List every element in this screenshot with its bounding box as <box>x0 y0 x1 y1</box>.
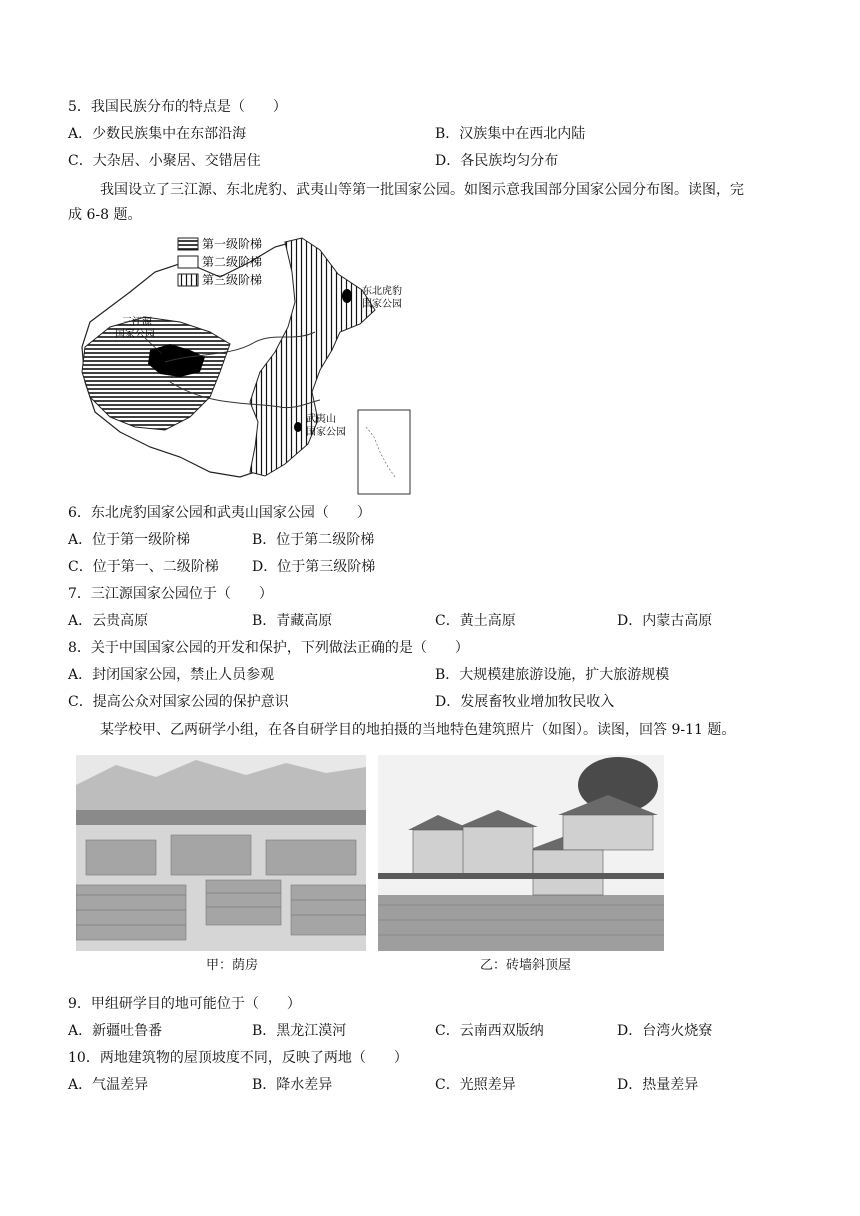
photo-yinfang-svg <box>76 755 366 951</box>
q10-stem: 10．两地建筑物的屋顶坡度不同，反映了两地（ ） <box>68 1050 408 1066</box>
q9-option-b[interactable]: B．黑龙江漠河 <box>252 1023 347 1039</box>
national-park-map <box>70 232 415 497</box>
q6-option-d[interactable]: D．位于第三级阶梯 <box>252 559 376 575</box>
q5-stem: 5．我国民族分布的特点是（ ） <box>68 99 287 115</box>
caption-brick-house: 乙：砖墙斜顶屋 <box>480 958 572 973</box>
q10-option-c[interactable]: C．光照差异 <box>435 1077 516 1093</box>
q5-option-c[interactable]: C．大杂居、小聚居、交错居住 <box>68 153 261 169</box>
label-wuyi-1: 武夷山 <box>306 414 336 425</box>
q7-option-a[interactable]: A．云贵高原 <box>68 613 149 629</box>
q10-option-a[interactable]: A．气温差异 <box>68 1077 149 1093</box>
q7-option-d[interactable]: D．内蒙古高原 <box>617 613 713 629</box>
q9-option-c[interactable]: C．云南西双版纳 <box>435 1023 544 1039</box>
q8-option-b[interactable]: B．大规模建旅游设施，扩大旅游规模 <box>435 667 670 683</box>
photo-brick-house-svg <box>378 755 664 951</box>
south-sea-inset <box>358 410 410 494</box>
photo-yinfang <box>76 755 366 951</box>
legend-swatch-tier-two <box>178 256 198 268</box>
photo-brick-house <box>378 755 664 951</box>
q5-option-b[interactable]: B．汉族集中在西北内陆 <box>435 126 586 142</box>
q8-option-a[interactable]: A．封闭国家公园，禁止人员参观 <box>68 667 275 683</box>
q6-option-c[interactable]: C．位于第一、二级阶梯 <box>68 559 219 575</box>
legend-tier-three: 第三级阶梯 <box>202 273 263 287</box>
q7-option-c[interactable]: C．黄土高原 <box>435 613 516 629</box>
q6-stem: 6．东北虎豹国家公园和武夷山国家公园（ ） <box>68 505 371 521</box>
intro-9-11: 某学校甲、乙两研学小组，在各自研学目的地拍摄的当地特色建筑照片（如图）。读图，回答 9-11 题。 <box>100 722 736 738</box>
q8-option-d[interactable]: D．发展畜牧业增加牧民收入 <box>435 694 615 710</box>
label-dongbei-2: 国家公园 <box>362 299 402 310</box>
wuyi-park-shape <box>294 422 302 432</box>
legend-swatch-tier-three <box>178 274 198 286</box>
label-dongbei-1: 东北虎豹 <box>362 286 402 297</box>
label-sanjiangyuan-2: 国家公园 <box>115 329 155 340</box>
legend-tier-one: 第一级阶梯 <box>202 237 263 251</box>
q10-option-d[interactable]: D．热量差异 <box>617 1077 699 1093</box>
caption-yinfang: 甲：荫房 <box>206 958 259 973</box>
q6-option-a[interactable]: A．位于第一级阶梯 <box>68 532 191 548</box>
q5-option-d[interactable]: D．各民族均匀分布 <box>435 153 559 169</box>
map-svg <box>70 232 415 497</box>
label-wuyi-2: 国家公园 <box>306 427 346 438</box>
dongbei-park-shape <box>342 289 352 303</box>
q8-option-c[interactable]: C．提高公众对国家公园的保护意识 <box>68 694 289 710</box>
q7-stem: 7．三江源国家公园位于（ ） <box>68 586 273 602</box>
q5-option-a[interactable]: A．少数民族集中在东部沿海 <box>68 126 247 142</box>
legend-swatch-tier-one <box>178 238 198 250</box>
q9-option-a[interactable]: A．新疆吐鲁番 <box>68 1023 163 1039</box>
intro-6-8-line2: 成 6-8 题。 <box>68 207 142 223</box>
q8-stem: 8．关于中国国家公园的开发和保护，下列做法正确的是（ ） <box>68 640 469 656</box>
q6-option-b[interactable]: B．位于第二级阶梯 <box>252 532 375 548</box>
q7-option-b[interactable]: B．青藏高原 <box>252 613 333 629</box>
q9-option-d[interactable]: D．台湾火烧寮 <box>617 1023 713 1039</box>
intro-6-8-line1: 我国设立了三江源、东北虎豹、武夷山等第一批国家公园。如图示意我国部分国家公园分布图。读图，完 <box>100 182 744 198</box>
q9-stem: 9．甲组研学目的地可能位于（ ） <box>68 996 301 1012</box>
q10-option-b[interactable]: B．降水差异 <box>252 1077 333 1093</box>
legend-tier-two: 第二级阶梯 <box>202 255 263 269</box>
label-sanjiangyuan-1: 三江源 <box>122 317 152 328</box>
